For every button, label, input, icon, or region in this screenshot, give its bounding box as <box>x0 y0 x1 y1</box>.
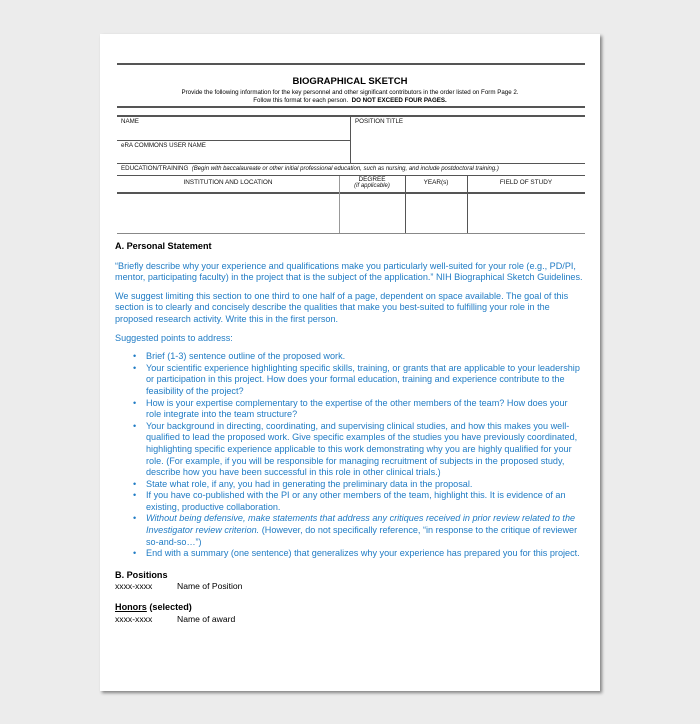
honor-date: xxxx-xxxx <box>115 613 153 624</box>
column-header-years: YEAR(s) <box>423 179 449 186</box>
suggested-points-intro: Suggested points to address: <box>115 332 233 343</box>
era-commons-field[interactable] <box>117 141 350 163</box>
education-training-label: EDUCATION/TRAINING (Begin with baccalaureate or other initial professional education, such as nursing, and include postdoctoral training.) <box>121 165 499 172</box>
document-subtitle <box>100 89 600 104</box>
position-name: Name of Position <box>177 581 243 592</box>
position-title-field[interactable] <box>351 116 585 163</box>
document-body <box>115 241 585 625</box>
list-item: • If you have co-published with the PI or any other members of the team, highlight this. It is evidence of an existing, productive collaboration. <box>133 490 566 512</box>
bullet-icon: • <box>133 351 137 362</box>
education-degree-cell[interactable] <box>340 194 405 233</box>
bullet-icon: • <box>133 513 137 524</box>
position-entry <box>115 581 585 593</box>
list-item: • Brief (1-3) sentence outline of the proposed work. <box>133 351 346 362</box>
honors-heading: Honors (selected) <box>115 602 192 613</box>
bullet-icon: • <box>133 490 137 501</box>
education-years-cell[interactable] <box>406 194 467 233</box>
table-bottom-rule <box>117 233 585 234</box>
honor-name: Name of award <box>177 613 236 624</box>
list-item: • State what role, if any, you had in generating the preliminary data in the proposal. <box>133 478 473 489</box>
name-field[interactable] <box>117 116 350 140</box>
document-title: BIOGRAPHICAL SKETCH <box>292 76 408 87</box>
positions-heading: B. Positions <box>115 569 168 580</box>
education-note: (Begin with baccalaureate or other initial professional education, such as nursing, and include postdoctoral training.) <box>191 166 499 172</box>
bullet-icon: • <box>133 548 137 559</box>
personal-statement-guidance: We suggest limiting this section to one third to one half of a page, dependent on space available. The goal of this section is to clearly and concisely describe the qualities that make you best-suited to fulfilling your role in the proposed research activity. Write this in the first person. <box>115 290 569 324</box>
position-date: xxxx-xxxx <box>115 581 153 592</box>
column-header-field-of-study: FIELD OF STUDY <box>499 179 553 186</box>
position-title-field-label: POSITION TITLE <box>355 118 404 125</box>
suggested-points-list <box>115 351 585 560</box>
education-field-cell[interactable] <box>468 194 585 233</box>
column-header-degree: DEGREE (if applicable) <box>354 176 390 189</box>
header-bottom-rule <box>117 106 585 108</box>
document-page <box>100 34 600 691</box>
list-item: • How is your expertise complementary to the expertise of the other members of the team? How does your role integrate into the team structure? <box>133 397 568 420</box>
list-item: • Without being defensive, make statements that address any critiques received in prior review related to the Investigator review criterion. (However, do not specifically reference, “in response to the critique of reviewer so-and-so…”) <box>133 513 578 547</box>
era-commons-field-label: eRA COMMONS USER NAME <box>121 142 206 149</box>
personal-statement-quote: “Briefly describe why your experience and qualifications make you particularly well-suited for your role (e.g., PD/PI, mentor, participating faculty) in the project that is the subject of the application.” NIH Biographical Sketch Guidelines. <box>115 260 583 283</box>
bullet-icon: • <box>133 478 137 489</box>
personal-statement-heading: A. Personal Statement <box>115 241 212 251</box>
page-limit-warning: DO NOT EXCEED FOUR PAGES. <box>351 96 447 104</box>
bullet-icon: • <box>133 420 137 431</box>
honor-entry <box>115 614 585 626</box>
top-rule <box>117 63 585 65</box>
list-item: • End with a summary (one sentence) that generalizes why your experience has prepared you for this project. <box>133 548 580 559</box>
education-institution-cell[interactable] <box>117 194 339 233</box>
subtitle-line-2: Follow this format for each person. DO NOT EXCEED FOUR PAGES. <box>253 96 447 104</box>
list-item: • Your scientific experience highlighting specific skills, training, or grants that are applicable to your leadership or participation in this project. How does your formal education, training and experience contribute to the feasibility of the project? <box>133 362 580 396</box>
column-header-institution: INSTITUTION AND LOCATION <box>183 179 273 186</box>
education-top-rule <box>117 163 585 164</box>
subtitle-line-1: Provide the following information for the key personnel and other significant contributors in the order listed on Form Page 2. <box>181 89 519 96</box>
list-item: • Your background in directing, coordinating, and supervising clinical studies, and how this makes you well-qualified to lead the proposed work. Give specific examples of the studies you have previously coordinated, highlighting specific experience applicable to this work demonstrating why you are highly qualified for your role. (For example, if you will be responsible for managing recruitment of subjects in the proposed study, describe how you have been successful in this role in other clinical trials.) <box>133 420 578 478</box>
bullet-icon: • <box>133 397 137 408</box>
bullet-icon: • <box>133 362 137 373</box>
name-field-label: NAME <box>121 118 139 125</box>
